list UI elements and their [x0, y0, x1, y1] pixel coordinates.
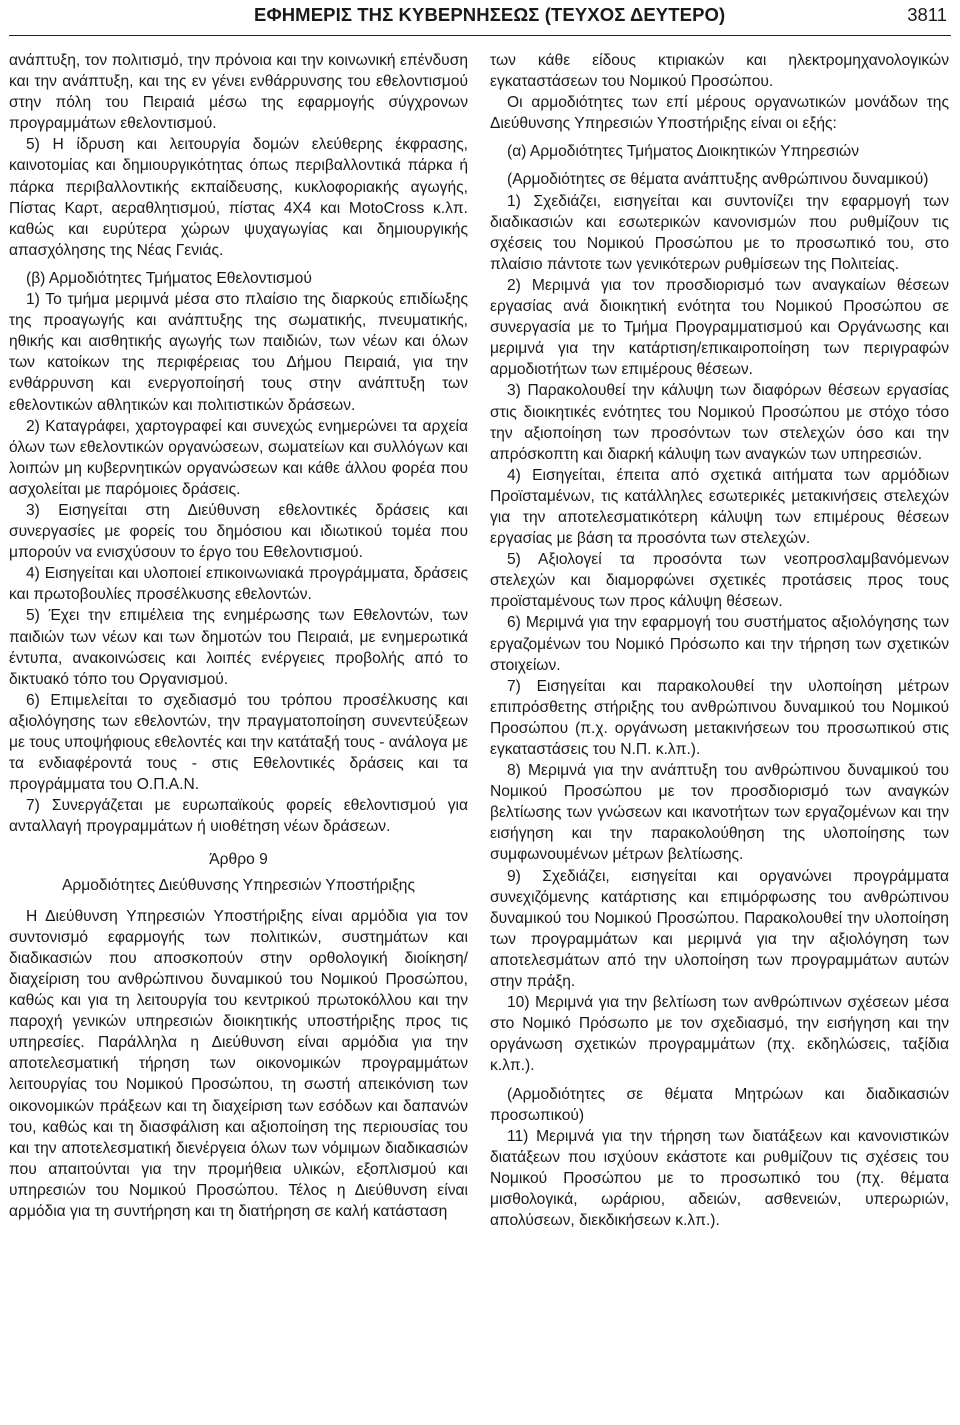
header-rule	[9, 35, 951, 36]
paragraph-continued-right: των κάθε είδους κτιριακών και ηλεκτρομηχανολογικών εγκαταστάσεων του Νομικού Προσώπου.	[490, 52, 949, 91]
paragraph-a-1: 1) Σχεδιάζει, εισηγείται και συντονίζει την εφαρμογή των διαδικασιών και εσωτερικών κανονισμών που ρυθμίζουν τις σχέσεις του Νομικού Προσώπου με το προσωπικό του, στο πλαίσιο πάντοτε των γενικότερων ρυθμίσεων της Πολιτείας.	[490, 192, 949, 273]
section-b-heading: (β) Αρμοδιότητες Τμήματος Εθελοντισμού	[26, 269, 312, 287]
paragraph-b-5: 5) Έχει την επιμέλεια της ενημέρωσης των Εθελοντών, των παιδιών των νέων και των δημοτών του Πειραιά, με ενημερωτικά έντυπα, ανακοινώσεις και λοιπές ενέργειες προβολής από το δικτυακό τόπο του Οργανισμού.	[9, 607, 468, 688]
paragraph-b-7: 7) Συνεργάζεται με ευρωπαϊκούς φορείς εθελοντισμού για ανταλλαγή προγραμμάτων ή υιοθέτηση νέων δράσεων.	[9, 797, 468, 836]
paragraph-item-5: 5) Η ίδρυση και λειτουργία δομών ελεύθερης έκφρασης, καινοτομίας και δημιουργικότητας όπως περιβαλλοντικά πάρκα ή πάρκα περιβαλλοντικής εκπαίδευσης, κυκλοφοριακής αγωγής, Πίστας Καρτ, αεραθλητισμού, πίστας 4Χ4 και MotoCross κ.λπ. καθώς και ευρύτερα χώρων ψυχαγωγίας και δημιουργικής απασχόλησης της Νέας Γενιάς.	[9, 136, 468, 259]
paragraph-a-4: 4) Εισηγείται, έπειτα από σχετικά αιτήματα των αρμόδιων Προϊσταμένων, τις κατάλληλες εσωτερικές μετακινήσεις στελεχών για την αποτελεσματικότερη κάλυψη των επιμέρους θέσεων εργασίας με βάση τα προσόντα των στελεχών.	[490, 466, 949, 548]
section-a-heading: (α) Αρμοδιότητες Τμήματος Διοικητικών Υπηρεσιών	[507, 143, 859, 161]
paragraph-a-6: 6) Μεριμνά για την εφαρμογή του συστήματος αξιολόγησης των εργαζομένων του Νομικό Πρόσωπο και την τήρηση των σχετικών στοιχείων.	[490, 614, 949, 674]
article-title: Αρμοδιότητες Διεύθυνσης Υπηρεσιών Υποστήριξης	[61, 876, 415, 894]
paragraph-b-2: 2) Καταγράφει, χαρτογραφεί και συνεχώς ενημερώνει τα αρχεία όλων των εθελοντικών οργανώσεων, σωματείων και συλλόγων και λοιπών μη κυβερνητικών οργανώσεων και κάθε άλλου φορέα που ασχολείται με παρόμοιες δράσεις.	[9, 417, 468, 498]
paragraph-a-3: 3) Παρακολουθεί την κάλυψη των διαφόρων θέσεων εργασίας στις διοικητικές ενότητες του Νομικού Προσώπου με στόχο τόσο την αξιοποίηση των προσόντων των στελεχών όσο και την απρόσκοπτη και διαρκή κάλυψη των αναγκών των υπηρεσιών.	[490, 382, 949, 463]
subsection-hr-heading: (Αρμοδιότητες σε θέματα ανάπτυξης ανθρώπινου δυναμικού)	[507, 171, 929, 189]
paragraph-a-10: 10) Μεριμνά για την βελτίωση των ανθρώπινων σχέσεων μέσα στο Νομικό Πρόσωπο με τον σχεδιασμό, την εισήγηση και την οργάνωση σχετικών προγραμμάτων (πχ. εκδηλώσεις, ταξίδια κ.λπ.).	[490, 994, 949, 1075]
paragraph-a-8: 8) Μεριμνά για την ανάπτυξη του ανθρώπινου δυναμικού του Νομικού Προσώπου με τον προσδιορισμό των αναγκών βελτίωσης των γνώσεων και ικανοτήτων των εργαζομένων και την εισήγηση και την παρακολούθηση της υλοποίησης των συμφωνουμένων μέτρων βελτίωσης.	[490, 762, 949, 864]
paragraph-continued: ανάπτυξη, τον πολιτισμό, την πρόνοια και την κοινωνική επένδυση και την ανάπτυξη, και της εν γένει ενθάρρυνσης του εθελοντισμού στην πόλη του Πειραιά μέσω της εφαρμογής σύγχρονων προγραμμάτων εθελοντισμού.	[9, 52, 468, 133]
page-number: 3811	[907, 4, 947, 25]
left-column	[9, 50, 468, 1222]
right-column	[490, 50, 949, 1231]
paragraph-b-6: 6) Επιμελείται το σχεδιασμό του τρόπου προσέλκυσης και αξιολόγησης των εθελοντών, την πραγματοποίηση συνεντεύξεων με τους υποψήφιους εθελοντές και την κατάταξή τους - ανάλογα με τα ενδιαφέροντά τους - στις Εθελοντικές δράσεις και τα προγράμματα του Ο.Π.Α.Ν.	[9, 691, 468, 794]
page-header	[9, 0, 951, 36]
article-body: Η Διεύθυνση Υπηρεσιών Υποστήριξης είναι αρμόδια για τον συντονισμό εφαρμογής των πολιτικών, συστημάτων και διαδικασιών που αποσκοπούν στην ορθολογική διοίκηση/διαχείριση του ανθρώπινου δυναμικού του Νομικού Προσώπου, καθώς και για τη λειτουργία του κεντρικού πρωτοκόλλου και την παροχή γενικών υπηρεσιών διοικητικής υποστήριξης προς τις υπηρεσίες. Παράλληλα η Διεύθυνση είναι αρμόδια για την αποτελεσματική τήρηση των οικονομικών προγραμμάτων λειτουργίας του Νομικού Προσώπου, τη σωστή απεικόνιση των οικονομικών πράξεων και τη διαχείριση των εσόδων και δαπανών του, καθώς και τη διασφάλιση και αξιοποίηση της περιουσίας του και την αποτελεσματική διενέργεια όλων των νόμιμων διαδικασιών που απαιτούνται για την προμήθεια υλικών, εξοπλισμού και υπηρεσιών του Νομικού Προσώπου. Τέλος η Διεύθυνση είναι αρμόδια για τη συντήρηση και τη διατήρηση σε καλή κατάσταση	[9, 907, 468, 1220]
article-number: Άρθρο 9	[209, 851, 268, 869]
subsection-registry-heading: (Αρμοδιότητες σε θέματα Μητρώων και διαδικασιών προσωπικού)	[490, 1085, 949, 1124]
paragraph-a-2: 2) Μεριμνά για τον προσδιορισμό των αναγκαίων θέσεων εργασίας ανά διοικητική ενότητα του Νομικού Προσώπου σε συνεργασία με το Τμήμα Προγραμματισμού και Οργάνωσης και μεριμνά για την κατάρτιση/επικαιροποίηση των περιγραφών αρμοδιοτήτων των επιμέρους θέσεων.	[490, 276, 949, 379]
gazette-title: ΕΦΗΜΕΡΙΣ ΤΗΣ ΚΥΒΕΡΝΗΣΕΩΣ (ΤΕΥΧΟΣ ΔΕΥΤΕΡΟ)	[254, 4, 726, 25]
paragraph-b-1: 1) Το τμήμα μεριμνά μέσα στο πλαίσιο της διαρκούς επιδίωξης της προαγωγής και ανάπτυξης της σωματικής, πνευματικής, ηθικής και αισθητικής αγωγής των παιδιών, των νέων και όλων των κατοίκων της περιφέρειας του Δήμου Πειραιά, για την ενθάρρυνση και ενεργοποίησή τους στην ανάπτυξη των εθελοντικών αθλητικών και πολιτιστικών δράσεων.	[9, 291, 468, 414]
paragraph-b-3: 3) Εισηγείται στη Διεύθυνση εθελοντικές δράσεις και συνεργασίες με φορείς του δημόσιου και ιδιωτικού τομέα που μπορούν να ενισχύσουν το έργο του Εθελοντισμού.	[9, 501, 468, 562]
paragraph-a-9: 9) Σχεδιάζει, εισηγείται και οργανώνει προγράμματα συνεχιζόμενης κατάρτισης και επιμόρφωσης του ανθρώπινου δυναμικού του Νομικού Προσώπου. Παρακολουθεί την υλοποίηση των προγραμμάτων και μεριμνά για την αξιολόγηση των αποτελεσμάτων από την υλοποίηση των προγραμμάτων αυτών στην πράξη.	[490, 867, 949, 991]
paragraph-b-4: 4) Εισηγείται και υλοποιεί επικοινωνιακά προγράμματα, δράσεις και πρωτοβουλίες προσέλκυσης εθελοντών.	[9, 565, 468, 604]
text-columns	[9, 50, 951, 1422]
paragraph-a-11: 11) Μεριμνά για την τήρηση των διατάξεων και κανονιστικών διατάξεων που ισχύουν εκάστοτε και ρυθμίζουν τις σχέσεις του Νομικού Προσώπου με το προσωπικό του (πχ. θέματα μισθολογικά, ωράριου, αδειών, ασθενειών, υπερωριών, απολύσεων, διεκδικήσεων κ.λπ.).	[490, 1127, 949, 1230]
paragraph-a-7: 7) Εισηγείται και παρακολουθεί την υλοποίηση μέτρων επιπρόσθετης στήριξης του ανθρώπινου δυναμικού του Νομικού Προσώπου (π.χ. οργάνωση μετακινήσεων του προσωπικού στις εγκαταστάσεις του Ν.Π. κ.λπ.).	[490, 677, 949, 758]
paragraph-intro: Οι αρμοδιότητες των επί μέρους οργανωτικών μονάδων της Διεύθυνσης Υπηρεσιών Υποστήριξης είναι οι εξής:	[490, 94, 949, 133]
paragraph-a-5: 5) Αξιολογεί τα προσόντα των νεοπροσλαμβανόμενων στελεχών και διαμορφώνει σχετικές προτάσεις προς τους προϊσταμένους των προς κάλυψη θέσεων.	[490, 551, 949, 611]
